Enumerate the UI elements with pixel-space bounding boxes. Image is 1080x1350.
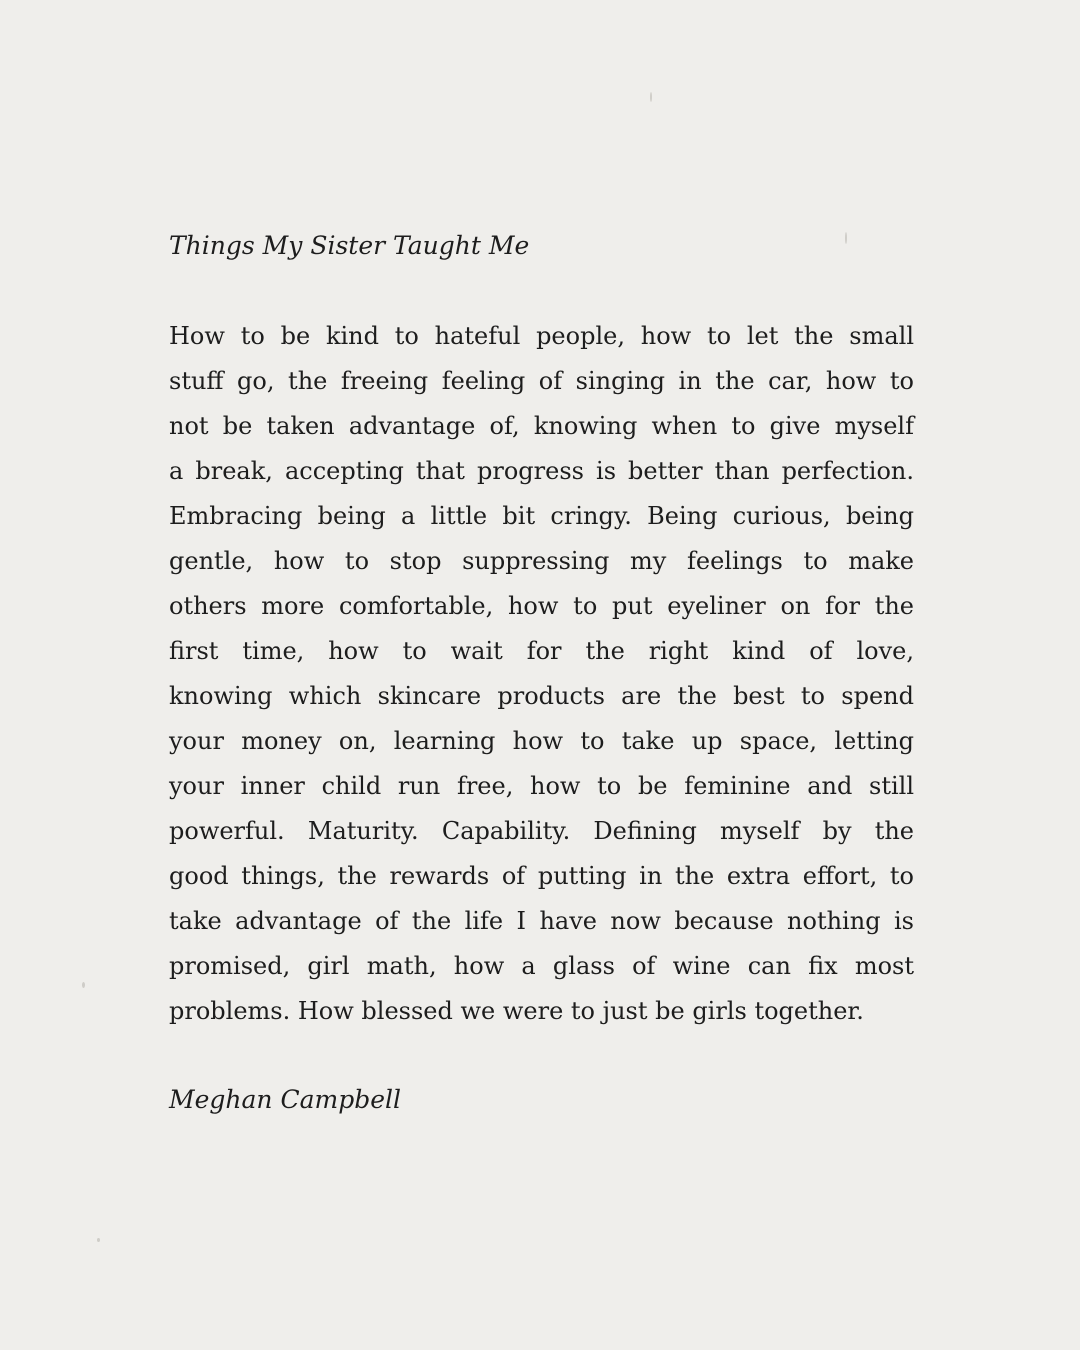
poem-line: first time, how to wait for the right kind of love,	[169, 637, 914, 665]
poem-line: not be taken advantage of, knowing when to give myself	[169, 412, 914, 440]
poem-line: a break, accepting that progress is better than perfection.	[169, 457, 914, 485]
poem-author: Meghan Campbell	[169, 1085, 401, 1114]
poem-line: promised, girl math, how a glass of wine can fix most	[169, 952, 914, 980]
poem-line: stuff go, the freeing feeling of singing in the car, how to	[169, 367, 914, 395]
paper-speck	[82, 982, 85, 988]
poem-line: your money on, learning how to take up space, letting	[169, 727, 914, 755]
poem-line: problems. How blessed we were to just be girls together.	[169, 997, 864, 1025]
poem-line: your inner child run free, how to be feminine and still	[169, 772, 914, 800]
poem-title: Things My Sister Taught Me	[169, 231, 530, 260]
poem-line: others more comfortable, how to put eyeliner on for the	[169, 592, 914, 620]
poem-line: good things, the rewards of putting in the extra effort, to	[169, 862, 914, 890]
poem-line: knowing which skincare products are the best to spend	[169, 682, 914, 710]
poem-line: gentle, how to stop suppressing my feelings to make	[169, 547, 914, 575]
paper-speck	[97, 1238, 100, 1242]
paper-speck	[650, 92, 652, 102]
poem-line: powerful. Maturity. Capability. Defining myself by the	[169, 817, 914, 845]
poem-line: Embracing being a little bit cringy. Being curious, being	[169, 502, 914, 530]
poem-line: How to be kind to hateful people, how to let the small	[169, 322, 914, 350]
poem-line: take advantage of the life I have now because nothing is	[169, 907, 914, 935]
poem-body	[169, 314, 914, 1034]
